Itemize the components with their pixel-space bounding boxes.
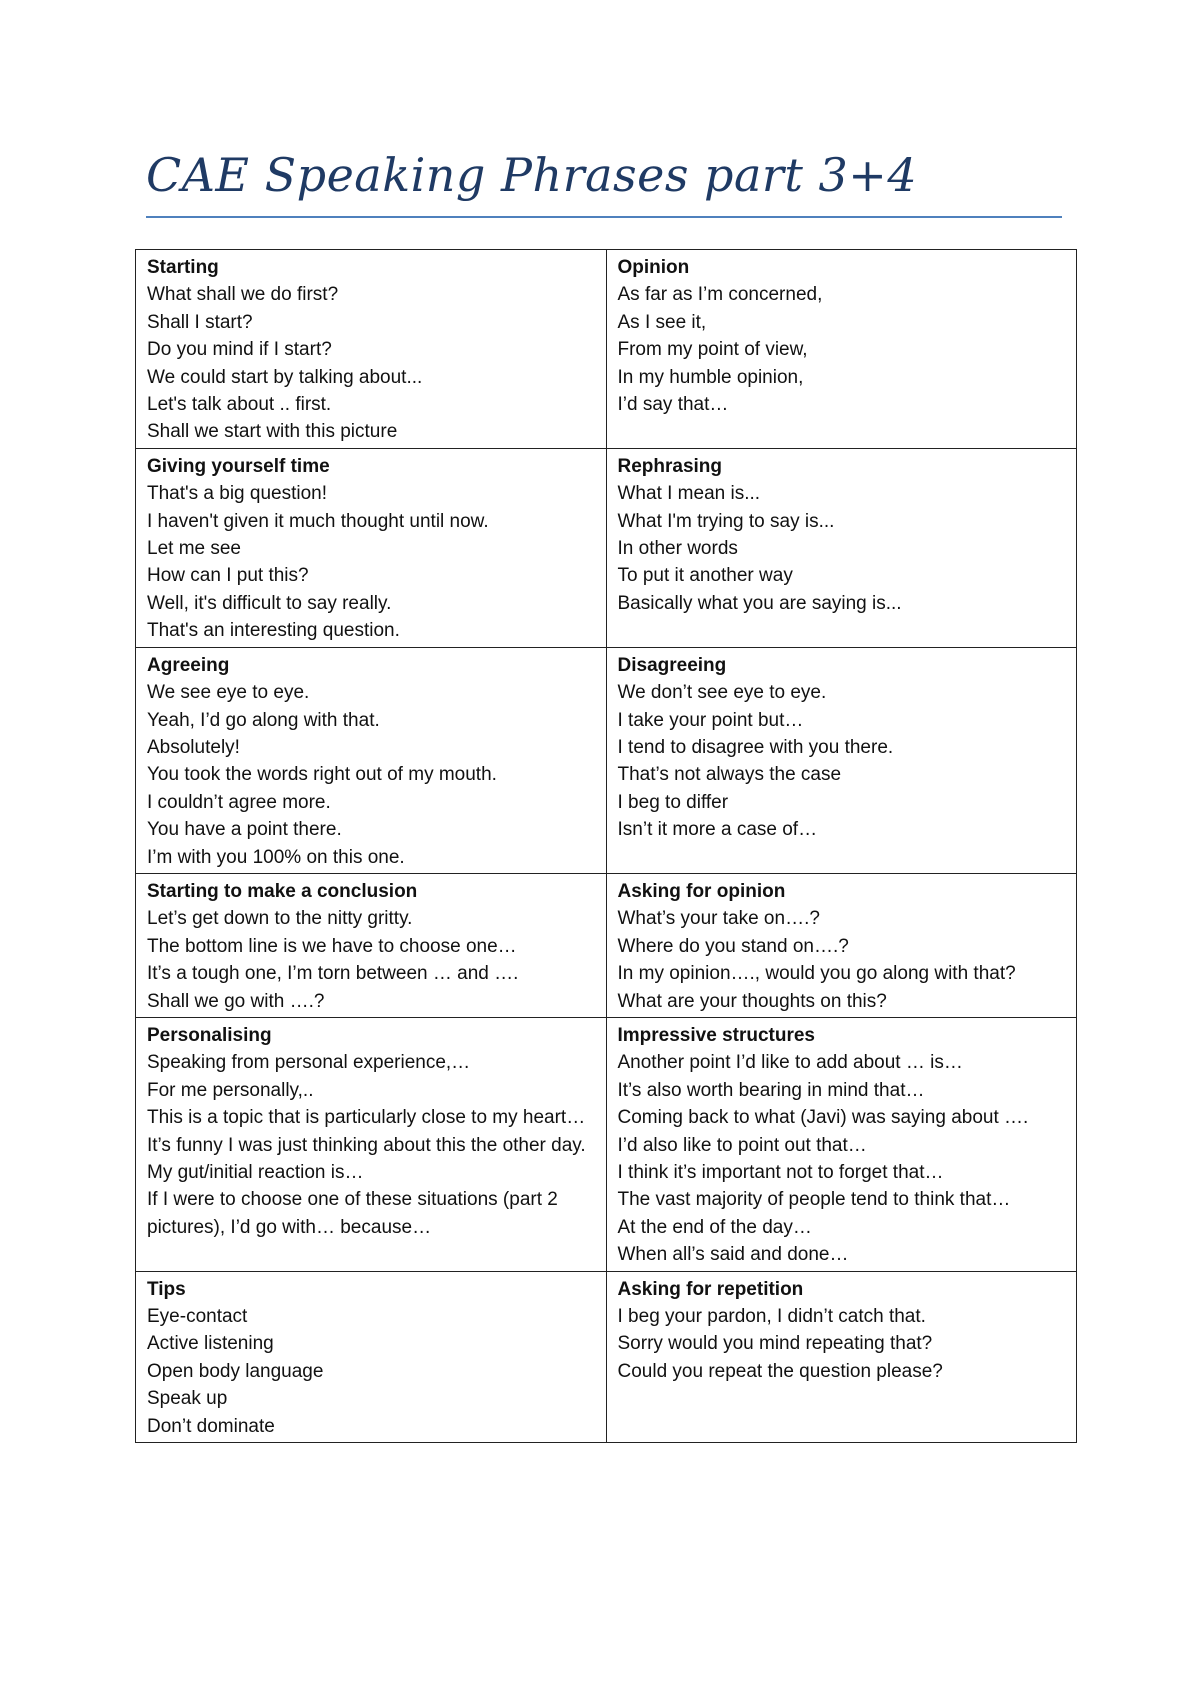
phrase-item: The vast majority of people tend to think that…: [617, 1189, 1011, 1211]
phrase-item: It’s a tough one, I’m torn between … and ….: [147, 963, 519, 985]
phrase-item: Don’t dominate: [147, 1415, 275, 1437]
section-heading: Giving yourself time: [147, 455, 330, 477]
phrase-item: When all’s said and done…: [617, 1244, 849, 1266]
phrase-item: My gut/initial reaction is…: [147, 1162, 364, 1183]
phrase-item: Well, it's difficult to say really.: [147, 592, 392, 614]
phrase-item: We don’t see eye to eye.: [617, 682, 827, 704]
phrase-item: Yeah, I’d go along with that.: [147, 709, 380, 731]
phrase-item: I’m with you 100% on this one.: [147, 846, 405, 868]
phrase-item: Absolutely!: [147, 736, 240, 758]
phrase-item: Do you mind if I start?: [147, 339, 332, 361]
phrase-section-cell: [606, 647, 1077, 873]
phrase-item: I beg your pardon, I didn’t catch that.: [617, 1306, 926, 1328]
phrase-item: Coming back to what (Javi) was saying about ….: [617, 1107, 1029, 1129]
phrase-item: Open body language: [147, 1360, 324, 1382]
phrase-item: Active listening: [147, 1333, 274, 1355]
phrase-item: We could start by talking about...: [147, 366, 423, 388]
title-underline: [146, 216, 1062, 218]
phrase-item: I’d also like to point out that…: [617, 1134, 867, 1156]
phrase-item: Shall I start?: [147, 311, 253, 333]
section-heading: Impressive structures: [617, 1024, 815, 1046]
section-heading: Asking for repetition: [617, 1278, 804, 1300]
section-heading: Rephrasing: [617, 455, 723, 477]
phrase-section-cell: [606, 448, 1077, 647]
phrase-item: Shall we go with ….?: [147, 990, 325, 1012]
phrase-item: That’s not always the case: [617, 764, 842, 786]
table-row: [136, 873, 1077, 1017]
table-row: [136, 1271, 1077, 1442]
phrase-item: Basically what you are saying is...: [617, 592, 902, 614]
phrase-item: What I mean is...: [617, 483, 761, 505]
phrase-item: At the end of the day…: [617, 1216, 812, 1238]
phrase-item: We see eye to eye.: [147, 682, 310, 704]
phrase-item: Let's talk about .. first.: [147, 394, 332, 416]
section-heading: Starting: [147, 257, 219, 278]
page-title: CAE Speaking Phrases part 3+4: [146, 148, 918, 202]
phrase-item: That's an interesting question.: [147, 620, 400, 642]
phrase-item: You have a point there.: [147, 819, 342, 841]
table-row: [136, 448, 1077, 647]
phrase-section-cell: [136, 1017, 607, 1271]
phrase-item: In other words: [617, 538, 738, 560]
phrases-table-body: [136, 250, 1077, 1443]
section-heading: Personalising: [147, 1024, 272, 1046]
phrase-item: Where do you stand on….?: [617, 935, 849, 957]
phrase-section-cell: [606, 250, 1077, 449]
phrase-item: Another point I’d like to add about … is…: [617, 1052, 963, 1074]
phrase-item: Could you repeat the question please?: [617, 1360, 943, 1382]
section-heading: Agreeing: [147, 654, 230, 676]
phrase-item: I tend to disagree with you there.: [617, 736, 894, 758]
phrase-item: What I'm trying to say is...: [617, 510, 835, 532]
section-heading: Asking for opinion: [617, 880, 786, 902]
phrase-item: I take your point but…: [617, 709, 804, 731]
phrases-table: [135, 249, 1077, 1443]
phrase-item: Let me see: [147, 538, 241, 560]
phrase-item: The bottom line is we have to choose one…: [147, 935, 517, 957]
phrase-item: I’d say that…: [617, 394, 729, 416]
section-heading: Disagreeing: [617, 654, 727, 676]
phrase-section-cell: [606, 1017, 1077, 1271]
table-row: [136, 1017, 1077, 1271]
phrase-section-cell: [136, 1271, 607, 1442]
phrase-item: As far as I’m concerned,: [617, 284, 823, 306]
phrase-section-cell: [606, 873, 1077, 1017]
phrase-item: Sorry would you mind repeating that?: [617, 1333, 933, 1355]
phrase-item: Speak up: [147, 1388, 228, 1410]
phrase-item: In my humble opinion,: [617, 366, 804, 388]
phrase-section-cell: [136, 250, 607, 449]
phrase-item: If I were to choose one of these situations (part 2 pictures), I’d go with… because…: [147, 1189, 558, 1238]
phrase-section-cell: [606, 1271, 1077, 1442]
phrase-item: I haven't given it much thought until now.: [147, 510, 489, 532]
phrase-item: I couldn’t agree more.: [147, 791, 331, 813]
section-heading: Starting to make a conclusion: [147, 880, 418, 902]
section-heading: Opinion: [617, 257, 690, 278]
phrase-item: Speaking from personal experience,…: [147, 1052, 471, 1074]
table-row: [136, 647, 1077, 873]
phrase-item: This is a topic that is particularly close to my heart…: [147, 1107, 586, 1129]
phrase-item: I beg to differ: [617, 791, 729, 813]
phrase-item: What are your thoughts on this?: [617, 990, 887, 1012]
phrase-section-cell: [136, 448, 607, 647]
phrase-item: Shall we start with this picture: [147, 421, 398, 443]
phrase-item: How can I put this?: [147, 565, 309, 587]
phrase-item: It’s funny I was just thinking about this the other day.: [147, 1134, 586, 1156]
phrase-section-cell: [136, 647, 607, 873]
phrase-item: I think it’s important not to forget that…: [617, 1162, 944, 1183]
phrase-item: In my opinion…., would you go along with that?: [617, 963, 1016, 985]
phrase-item: Eye-contact: [147, 1306, 248, 1328]
phrase-item: It’s also worth bearing in mind that…: [617, 1079, 925, 1101]
phrase-item: Let’s get down to the nitty gritty.: [147, 908, 413, 930]
phrase-item: What shall we do first?: [147, 284, 339, 306]
phrase-item: To put it another way: [617, 565, 793, 587]
phrase-item: Isn’t it more a case of…: [617, 819, 818, 841]
phrase-item: From my point of view,: [617, 339, 808, 361]
section-heading: Tips: [147, 1278, 186, 1300]
phrase-item: That's a big question!: [147, 483, 328, 505]
phrase-item: For me personally,..: [147, 1079, 314, 1101]
phrase-item: What’s your take on….?: [617, 908, 820, 930]
phrase-item: As I see it,: [617, 311, 707, 333]
phrase-item: You took the words right out of my mouth.: [147, 764, 497, 786]
table-row: [136, 250, 1077, 449]
phrase-section-cell: [136, 873, 607, 1017]
